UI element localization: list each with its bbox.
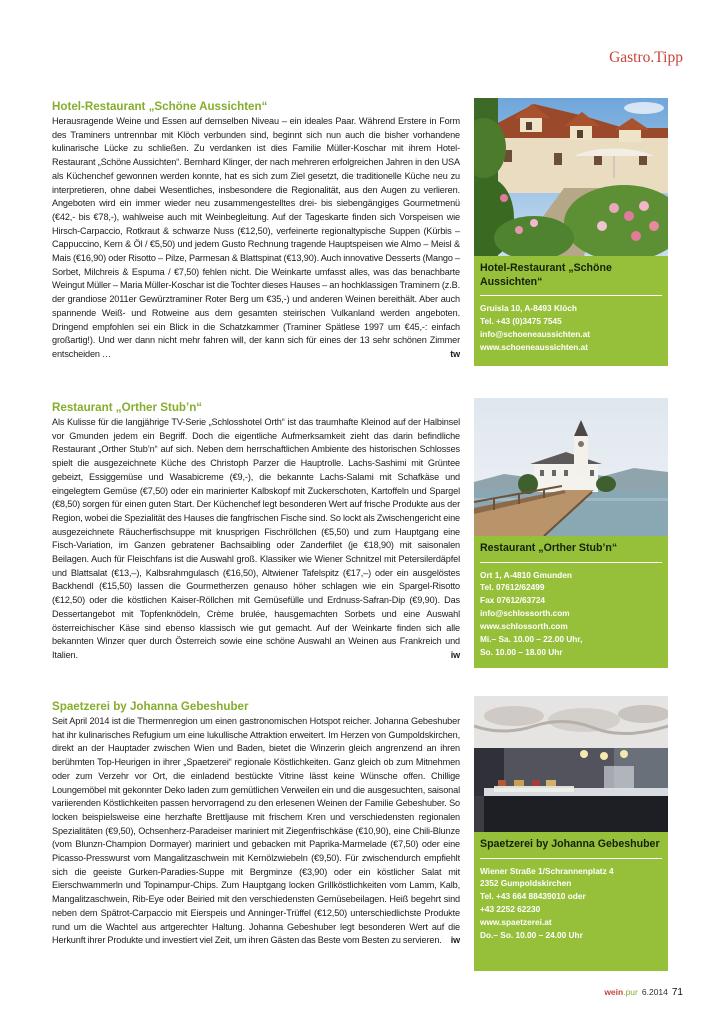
article-schoene-aussichten [52, 100, 460, 362]
opening-hours: Do.– So. 10.00 – 24.00 Uhr [480, 930, 583, 941]
interior-photo [474, 696, 668, 832]
website-link[interactable]: www.schlossorth.com [480, 621, 568, 632]
author-signature: iw [450, 935, 460, 946]
divider [480, 858, 662, 859]
phone: Tel. 07612/62499 [480, 582, 545, 593]
page-footer [604, 987, 683, 998]
author-signature: tw [450, 348, 460, 359]
brand-sub: .pur [623, 987, 638, 997]
article-body [52, 715, 460, 948]
contact-panel [474, 536, 668, 668]
castle-photo [474, 398, 668, 536]
venue-name: Hotel-Restaurant „Schöne Aussichten“ [480, 262, 612, 288]
phone: +43 2252 62230 [480, 904, 541, 915]
divider [480, 562, 662, 563]
interior-photo-image [474, 696, 668, 832]
magazine-logo [604, 987, 638, 997]
info-box-spaetzerei [474, 696, 668, 971]
brand-main: wein [604, 987, 624, 997]
email-link[interactable]: info@schoeneaussichten.at [480, 328, 590, 339]
website-link[interactable]: www.spaetzerei.at [480, 917, 552, 928]
venue-name: Restaurant „Orther Stub’n“ [480, 542, 618, 554]
divider [480, 295, 662, 296]
phone: Tel. +43 664 88439010 oder [480, 891, 586, 902]
article-spaetzerei [52, 700, 460, 948]
article-title: Hotel-Restaurant „Schöne Aussichten“ [52, 100, 268, 113]
article-body [52, 416, 460, 663]
contact-panel [474, 256, 668, 366]
castle-photo-image [474, 398, 668, 536]
opening-hours: So. 10.00 – 18.00 Uhr [480, 646, 563, 657]
address: Gruisla 10, A-8493 Klöch [480, 303, 577, 313]
issue-number: 6.2014 [641, 987, 668, 997]
section-tag: Gastro.Tipp [609, 49, 683, 66]
article-text: Seit April 2014 ist die Thermenregion um einen gastronomischen Hotspot reicher. Johanna Gebeshuber hat ihr kulinarisches Refugium um eine lukullische Attraktion erweitert. Im Herzen von Gumpoldskirchen, direkt an der Hauptader zwischen Wien und Baden, bietet die Winzerin gleich angrenzend an ihren berühmten Top-Heurigen in ihrer „Spaetzerei“ regionale Köstlichkeiten. Ganz gleich ob zum Mitnehmen oder zum Verzehr vor Ort, die einladend bestückte Vitrine lässt keine Wünsche offen. Chillige Loungemöbel mit gekonnter Deko laden zum gemütlichen Verweilen ein und die ausgesuchten, saisonal variierenden Köstlichkeiten passen hervorragend zu den erlesenen Weinen der Familie Gebeshuber. So locken beispielsweise eine herzhafte Brettljause mit frischem Kren und verschiedensten regionalen Spezialitäten (€9,50), Ochsenherz-Paradeiser mariniert mit Ziegenfrischkäse (€10,90), eine Chili-Blunze (vom Blunzn-Champion Dormayer) mariniert und gebacken mit Paprika-Marmelade (€7,50) oder eine Picasso-Presswurst vom Mangalitzaschwein mit Kernölzwiebeln (€9,50). Für zwischendurch empfiehlt sich die geeiste Gurken-Paradies-Suppe mit Bergminze (€3,90) oder ein köstlicher Salat mit Eierschwammerln und Topinampur-Chips. Zum Hauptgang locken Grillköstlichkeiten vom Lamm, Kalb, Mangalitzaschwein, Rib-Eye oder Beiried mit den verschiedensten Gemüsebeilagen. Heiß begehrt sind neben dem Spätrot-Carpaccio mit Eierspeis und Anninger-Trüffel (€12,50) unterschiedlichste Produkte rund um die Wachtel aus artgerechter Haltung. Johanna Gebeshuber legt besonderen Wert auf die Herkunft ihrer Produkte und investiert viel Zeit, um ihren Gästen das Beste vom Besten zu servieren. [52, 716, 460, 946]
address: Ort 1, A-4810 Gmunden [480, 569, 572, 580]
email-link[interactable]: info@schlossorth.com [480, 608, 570, 619]
article-orther-stubn [52, 401, 460, 663]
website-link[interactable]: www.schoeneaussichten.at [480, 341, 589, 352]
hotel-photo-image [474, 98, 668, 256]
article-text: Herausragende Weine und Essen auf demselben Niveau – ein ideales Paar. Während Erstere in Form des Traminers untrennbar mit Klöch verbunden sind, beginnt sich nun auch die bisher vorhandene kulinarische Lücke zu schließen. Zu verdanken ist dies Familie Müller-Koschar mit ihrem Hotel-Restaurant „Schöne Aussichten“. Bernhard Klinger, der nach mehreren erfolgreichen Jahren in den USA als Küchenchef gewonnen werden konnte, hat es sich zum Ziel gesetzt, die traditionelle Küche neu zu interpretieren, ohne dabei Wesentliches, insbesondere die Regionalität, aus den Augen zu verlieren. Angeboten wird ein immer wieder neu zusammengestelltes drei- bis siebengängiges Gourmetmenü (€42,- bis €78,-), wahlweise auch mit Weinbegleitung. Auf der Tageskarte finden sich Vorspeisen wie Hirsch-Carpaccio, Rotkraut & schwarze Nuss (€12,50), verfeinerte regionaltypische Suppen (Kürbis – Cappuccino, Kern & Öl / €5,50) und jedem Gusto Rechnung tragende Hauptspeisen wie Almo – Meisl & Mais (€16,90) oder Risotto – Pilze, Parmesan & Blattspinat (€13,90). Auch innovative Desserts (Mango – Sorbet, Milchreis & Espuma / €7,50) fehlen nicht. Die Weinkarte umfasst alles, was das benachbarte Weingut Müller – Maria Müller-Koschar ist die Tochter dieses Hauses – an hochklassigen Traminern (z.B. der grandiose 2011er Gewürztraminer Roter Berg um €35,-) und anderen Weinen bereithält. Aber auch spannende Weiß- und Rotweine aus dem gesamten steirischen Vulkanland werden angeboten. Dringend empfohlen sei ein Blick in die Schatzkammer (Traminer Spätlese 1997 um €45,-: einfach großartig!). Und wer dann nicht mehr fahren will, der kann sich für eines der 13 sehr schönen Zimmer entscheiden … [52, 116, 460, 359]
article-body [52, 115, 460, 362]
article-text: Als Kulisse für die langjährige TV-Serie „Schlosshotel Orth“ ist das traumhafte Kleinod auf der Halbinsel vor Gmunden jedem ein Begriff. Doch die eigentliche Aufmerksamkeit zieht das darin befindliche Restaurant „Orther Stub’n“ auf sich. Neben dem herrschaftlichen Ambiente des historischen Schlosses spielt die ausgezeichnete Küche des Christoph Parzer die Hauptrolle. Lachs-Sashimi mit Grüntee gebeizt, Essiggemüse und Wasabicreme (€9,-), die bekannte Lachs-Salami mit Schafkäse und eingelegtem Gemüse (€7,50) oder ein marinierter Kalbskopf mit Zuckerschoten, Kartoffeln und Spargel (€8,50) sorgen für einen guten Start. Der Küchenchef legt besonderen Wert auf frische Produkte aus der Region, wobei die Spezialität des Hauses die fangfrischen Fische sind. So lockt als Zwischengericht eine ausgezeichnete Räucherfischsuppe mit knusprigen Fischröllchen (€5,50) und zum Hauptgang eine Fisch-Variation, im Ganzen gebratener Bachsaibling oder Zanderfilet (je €18,90) mit saisonalen Beilagen. Auch für Fleischfans ist die Auswahl groß. Klassiker wie Wiener Schnitzel mit Petersilerdäpfel und Blattsalat (€13,–), Kalbsrahmgulasch (€16,50), Altwiener Tafelspitz (€17,–) oder ein ausgelöstes Backhendl (€15,50) lassen die Gourmetherzen genauso höher schlagen wie ein Spargel-Risotto (€12,50) oder die köstlichen Kaiser-Röllchen mit Gemüsefülle und Erdnuss-Safran-Dip (€9,90). Das Dessertangebot mit Topfenknödeln, Crème brulée, hausgemachten Sorbets und eine Auswahl österreichischer Käse sind ebenso klassisch wie gut gemacht. Auf der Weinkarte finden sich alle bekannten Winzer quer durch Österreich sowie eine schöne Auswahl an Weinen aus Frankreich und Italien. [52, 417, 460, 660]
hotel-photo [474, 98, 668, 256]
venue-name: Spaetzerei by Johanna Gebeshuber [480, 838, 660, 850]
fax: Fax 07612/63724 [480, 595, 546, 606]
author-signature: iw [450, 649, 460, 660]
address: Wiener Straße 1/Schrannenplatz 4 [480, 865, 614, 876]
address: 2352 Gumpoldskirchen [480, 878, 572, 889]
contact-panel [474, 832, 668, 971]
info-box-orther-stubn [474, 398, 668, 668]
article-title: Restaurant „Orther Stub’n“ [52, 401, 203, 414]
opening-hours: Mi.– Sa. 10.00 – 22.00 Uhr, [480, 634, 583, 645]
article-title: Spaetzerei by Johanna Gebeshuber [52, 700, 249, 713]
page-number: 71 [671, 987, 683, 998]
phone: Tel. +43 (0)3475 7545 [480, 315, 562, 326]
info-box-schoene-aussichten [474, 98, 668, 366]
